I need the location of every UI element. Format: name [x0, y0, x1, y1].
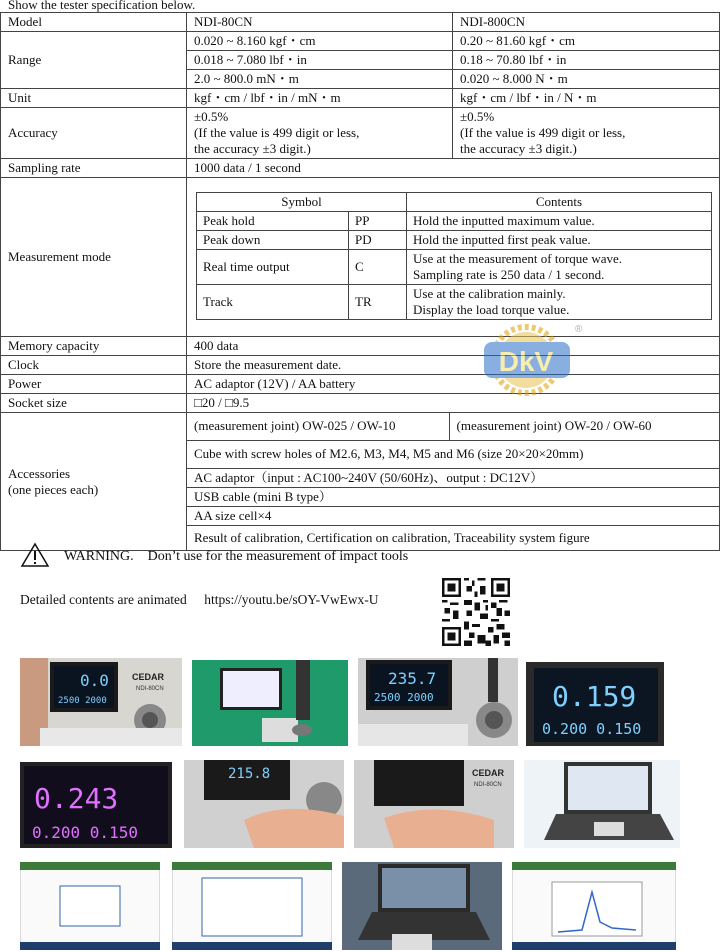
p3-lcd-main: 235.7 — [388, 669, 437, 688]
socket-row — [1, 394, 720, 413]
unit-m2: kgf・cm / lbf・in / N・m — [453, 89, 720, 108]
cube-item: Cube with screw holes of M2.6, M3, M4, M5 and M6 (size 20×20×20mm) — [187, 441, 720, 469]
accessories-label — [1, 413, 187, 551]
mode-label: Measurement mode — [1, 178, 187, 337]
accuracy-m1-line: (If the value is 499 digit or less, — [194, 125, 360, 140]
range-m2-2: 0.020 ~ 8.000 N・m — [453, 70, 720, 89]
mode-symbol: PP — [349, 212, 407, 231]
mode-item — [197, 212, 712, 231]
mode-row — [1, 178, 720, 337]
accuracy-m1-line: ±0.5% — [194, 109, 229, 124]
accuracy-label: Accuracy — [1, 108, 187, 159]
mode-cell — [187, 178, 720, 337]
video-link[interactable]: https://youtu.be/sOY-VwEwx-U — [204, 592, 379, 607]
intro-text: Show the tester specification below. — [8, 0, 196, 12]
accuracy-m2-line: ±0.5% — [460, 109, 495, 124]
range-m2-1: 0.18 ~ 70.80 lbf・in — [453, 51, 720, 70]
mode-content-line: Display the load torque value. — [413, 302, 570, 317]
logo-text: DkV — [498, 346, 554, 377]
photo-lcd-closeup-pink — [20, 762, 172, 848]
detail-text: Detailed contents are animated — [20, 592, 187, 607]
accuracy-row — [1, 108, 720, 159]
accuracy-m1 — [187, 108, 453, 159]
p7-brand: CEDAR — [472, 768, 505, 778]
photo-laptop-tester — [342, 862, 502, 950]
range-label: Range — [1, 32, 187, 89]
memory-label: Memory capacity — [1, 337, 187, 356]
unit-label: Unit — [1, 89, 187, 108]
photo-software-1 — [20, 862, 160, 950]
socket-value: □20 / □9.5 — [187, 394, 720, 413]
accessories-row — [1, 413, 720, 441]
p5-lcd-main: 0.243 — [34, 782, 119, 815]
joints-cell — [187, 413, 720, 441]
mode-name: Peak down — [197, 231, 349, 250]
sampling-row — [1, 159, 720, 178]
logo-mark: ® — [575, 324, 583, 335]
result-item: Result of calibration, Certification on calibration, Traceability system figure — [187, 526, 720, 551]
mode-table — [196, 192, 712, 320]
photo-tester-zero — [20, 658, 182, 746]
model-2: NDI-800CN — [453, 13, 720, 32]
joint-1: (measurement joint) OW-025 / OW-10 — [187, 413, 449, 440]
accessories-label-line: (one pieces each) — [8, 481, 99, 497]
adaptor-item: AC adaptor（input : AC100~240V (50/60Hz)、output : DC12V） — [187, 469, 720, 488]
cell-item: AA size cell×4 — [187, 507, 720, 526]
warning-line — [20, 542, 408, 568]
p3-lcd-sub: 2500 2000 — [374, 691, 434, 704]
clock-row — [1, 356, 720, 375]
p1-model: NDI-80CN — [136, 686, 164, 692]
mode-content — [407, 250, 712, 285]
mode-symbol: C — [349, 250, 407, 285]
photo-lcd-closeup-blue — [526, 662, 664, 746]
power-value: AC adaptor (12V) / AA battery — [187, 375, 720, 394]
clock-value: Store the measurement date. — [187, 356, 720, 375]
sampling-value: 1000 data / 1 second — [187, 159, 720, 178]
mode-content-line: Use at the calibration mainly. — [413, 286, 566, 301]
photo-tester-measure — [358, 658, 518, 746]
mode-name: Peak hold — [197, 212, 349, 231]
clock-label: Clock — [1, 356, 187, 375]
socket-label: Socket size — [1, 394, 187, 413]
range-m1-1: 0.018 ~ 7.080 lbf・in — [187, 51, 453, 70]
memory-row — [1, 337, 720, 356]
model-label: Model — [1, 13, 187, 32]
p1-lcd-main: 0.0 — [80, 671, 109, 690]
header-row — [1, 13, 720, 32]
accuracy-m1-line: the accuracy ±3 digit.) — [194, 141, 311, 156]
qr-code[interactable] — [442, 578, 510, 646]
photo-tester-front — [354, 760, 514, 848]
warning-text: WARNING. Don’t use for the measurement of impact tools — [64, 549, 409, 564]
mode-item — [197, 285, 712, 320]
accuracy-m2 — [453, 108, 720, 159]
photo-software-graph — [512, 862, 676, 950]
power-row — [1, 375, 720, 394]
spec-table — [0, 12, 720, 551]
photo-laptop-cable — [524, 760, 680, 848]
memory-value: 400 data — [187, 337, 720, 356]
dkv-logo — [478, 320, 583, 398]
unit-row — [1, 89, 720, 108]
p1-lcd-sub: 2500 2000 — [58, 696, 107, 706]
model-1: NDI-80CN — [187, 13, 453, 32]
p4-lcd-sub: 0.200 0.150 — [542, 720, 642, 738]
photo-laptop-setup — [192, 660, 348, 746]
p6-lcd-main: 215.8 — [228, 766, 271, 782]
mode-content-line: Use at the measurement of torque wave. — [413, 251, 623, 266]
accuracy-m2-line: the accuracy ±3 digit.) — [460, 141, 577, 156]
usb-item: USB cable (mini B type） — [187, 488, 720, 507]
accessories-label-line: Accessories — [8, 465, 71, 481]
range-m1-0: 0.020 ~ 8.160 kgf・cm — [187, 32, 453, 51]
range-row — [1, 32, 720, 51]
unit-m1: kgf・cm / lbf・in / mN・m — [187, 89, 453, 108]
mode-content: Hold the inputted maximum value. — [407, 212, 712, 231]
mode-name: Track — [197, 285, 349, 320]
photo-tester-button — [184, 760, 344, 848]
p4-lcd-main: 0.159 — [552, 680, 637, 713]
mode-item — [197, 250, 712, 285]
sampling-label: Sampling rate — [1, 159, 187, 178]
p5-lcd-sub: 0.200 0.150 — [32, 823, 138, 842]
detail-line — [20, 592, 379, 608]
photo-software-2 — [172, 862, 332, 950]
warning-icon — [20, 542, 50, 568]
accuracy-m2-line: (If the value is 499 digit or less, — [460, 125, 626, 140]
mode-item — [197, 231, 712, 250]
mode-content — [407, 285, 712, 320]
mode-content-line: Sampling rate is 250 data / 1 second. — [413, 267, 605, 282]
range-m1-2: 2.0 ~ 800.0 mN・m — [187, 70, 453, 89]
mode-head-contents: Contents — [407, 193, 712, 212]
mode-content: Hold the inputted first peak value. — [407, 231, 712, 250]
mode-name: Real time output — [197, 250, 349, 285]
mode-symbol: PD — [349, 231, 407, 250]
mode-head-symbol: Symbol — [197, 193, 407, 212]
mode-symbol: TR — [349, 285, 407, 320]
power-label: Power — [1, 375, 187, 394]
joint-2: (measurement joint) OW-20 / OW-60 — [456, 418, 652, 433]
p7-model: NDI-80CN — [474, 782, 502, 788]
range-m2-0: 0.20 ~ 81.60 kgf・cm — [453, 32, 720, 51]
joints-table — [187, 413, 719, 440]
p1-brand: CEDAR — [132, 672, 165, 682]
